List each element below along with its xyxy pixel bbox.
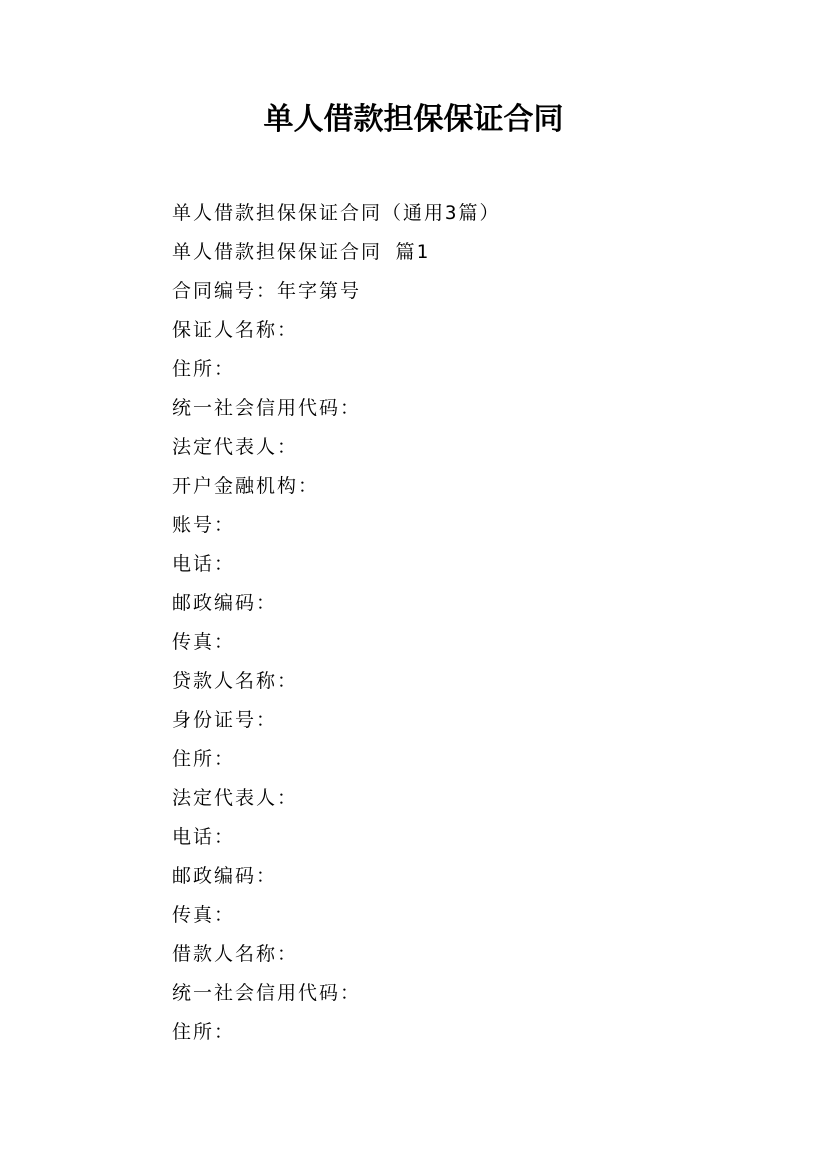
document-body <box>172 194 772 1052</box>
guarantor-name-field: 保证人名称： <box>172 319 299 341</box>
contract-number-line: 合同编号：年字第号 <box>172 280 362 302</box>
guarantor-postcode-field: 邮政编码： <box>172 592 278 614</box>
document-line-section: 单人借款担保保证合同 篇1 <box>172 241 430 263</box>
lender-address-field: 住所： <box>172 748 236 770</box>
lender-legal-rep-field: 法定代表人： <box>172 787 299 809</box>
borrower-credit-code-field: 统一社会信用代码： <box>172 982 362 1004</box>
lender-name-field: 贷款人名称： <box>172 670 299 692</box>
document-line-heading: 单人借款担保保证合同（通用3篇） <box>172 202 501 224</box>
guarantor-credit-code-field: 统一社会信用代码： <box>172 397 362 419</box>
lender-phone-field: 电话： <box>172 826 236 848</box>
document-title: 单人借款担保保证合同 <box>263 102 564 137</box>
guarantor-bank-field: 开户金融机构： <box>172 475 320 497</box>
borrower-address-field: 住所： <box>172 1021 236 1043</box>
lender-id-field: 身份证号： <box>172 709 278 731</box>
borrower-name-field: 借款人名称： <box>172 943 299 965</box>
lender-postcode-field: 邮政编码： <box>172 865 278 887</box>
guarantor-account-field: 账号： <box>172 514 236 536</box>
lender-fax-field: 传真： <box>172 904 236 926</box>
guarantor-legal-rep-field: 法定代表人： <box>172 436 299 458</box>
guarantor-phone-field: 电话： <box>172 553 236 575</box>
guarantor-address-field: 住所： <box>172 358 236 380</box>
guarantor-fax-field: 传真： <box>172 631 236 653</box>
